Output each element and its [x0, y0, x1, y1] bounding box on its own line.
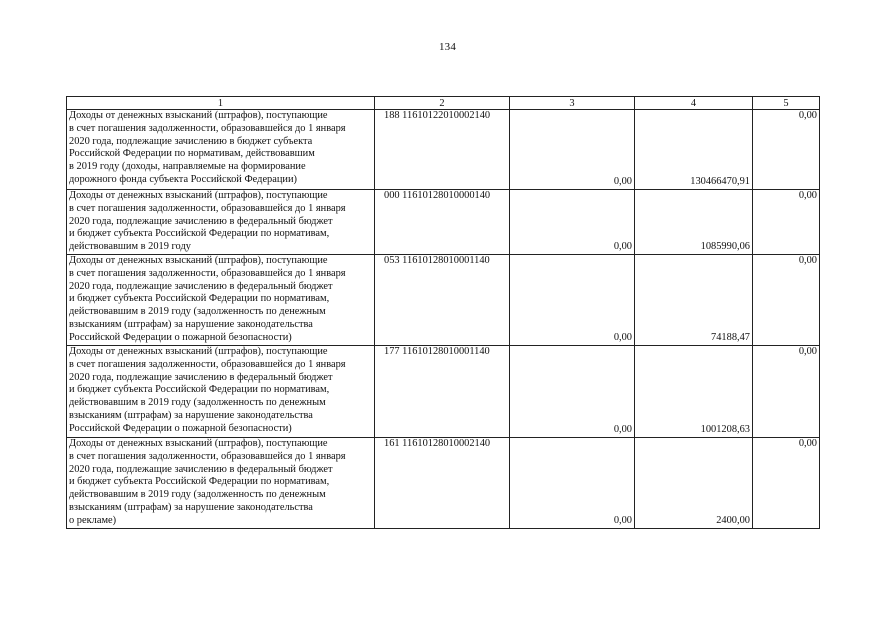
table-row — [67, 190, 820, 255]
column-number-3: 3 — [510, 97, 635, 110]
revenue-description: Доходы от денежных взысканий (штрафов), поступающие в счет погашения задолженности, образовавшейся до 1 января 2020 года, подлежащие зачислению в бюджет субъекта Российской Федерации по нормативам, действовавшим в 2019 году (доходы, направляемые на формирование дорожного фонда субъекта Российской Федерации) — [67, 110, 375, 190]
column-5-value: 0,00 — [753, 110, 820, 190]
column-3-value: 0,00 — [510, 438, 635, 529]
table-header-row — [67, 97, 820, 110]
table-row — [67, 255, 820, 346]
column-4-value: 130466470,91 — [635, 110, 753, 190]
column-3-value: 0,00 — [510, 110, 635, 190]
table-row — [67, 346, 820, 438]
column-number-1: 1 — [67, 97, 375, 110]
budget-classification-code: 188 11610122010002140 — [375, 110, 510, 190]
budget-revenue-table — [66, 96, 820, 529]
budget-classification-code: 177 11610128010001140 — [375, 346, 510, 438]
revenue-description: Доходы от денежных взысканий (штрафов), поступающие в счет погашения задолженности, образовавшейся до 1 января 2020 года, подлежащие зачислению в федеральный бюджет и бюджет субъекта Российской Федерации по нормативам, действовавшим в 2019 году (задолженность по денежным взысканиям (штрафам) за нарушение законодательства о рекламе) — [67, 438, 375, 529]
column-5-value: 0,00 — [753, 255, 820, 346]
budget-classification-code: 161 11610128010002140 — [375, 438, 510, 529]
budget-classification-code: 053 11610128010001140 — [375, 255, 510, 346]
column-4-value: 2400,00 — [635, 438, 753, 529]
revenue-description: Доходы от денежных взысканий (штрафов), поступающие в счет погашения задолженности, образовавшейся до 1 января 2020 года, подлежащие зачислению в федеральный бюджет и бюджет субъекта Российской Федерации по нормативам, действовавшим в 2019 году (задолженность по денежным взысканиям (штрафам) за нарушение законодательства Российской Федерации о пожарной безопасности) — [67, 255, 375, 346]
column-5-value: 0,00 — [753, 346, 820, 438]
table-row — [67, 438, 820, 529]
revenue-description: Доходы от денежных взысканий (штрафов), поступающие в счет погашения задолженности, образовавшейся до 1 января 2020 года, подлежащие зачислению в федеральный бюджет и бюджет субъекта Российской Федерации по нормативам, действовавшим в 2019 году (задолженность по денежным взысканиям (штрафам) за нарушение законодательства Российской Федерации о пожарной безопасности) — [67, 346, 375, 438]
table-row — [67, 110, 820, 190]
column-5-value: 0,00 — [753, 438, 820, 529]
column-3-value: 0,00 — [510, 255, 635, 346]
column-number-5: 5 — [753, 97, 820, 110]
column-3-value: 0,00 — [510, 346, 635, 438]
revenue-description: Доходы от денежных взысканий (штрафов), поступающие в счет погашения задолженности, образовавшейся до 1 января 2020 года, подлежащие зачислению в федеральный бюджет и бюджет субъекта Российской Федерации по нормативам, действовавшим в 2019 году — [67, 190, 375, 255]
column-number-2: 2 — [375, 97, 510, 110]
column-number-4: 4 — [635, 97, 753, 110]
column-4-value: 1085990,06 — [635, 190, 753, 255]
column-5-value: 0,00 — [753, 190, 820, 255]
budget-classification-code: 000 11610128010000140 — [375, 190, 510, 255]
page-number: 134 — [438, 41, 457, 53]
column-4-value: 1001208,63 — [635, 346, 753, 438]
column-3-value: 0,00 — [510, 190, 635, 255]
column-4-value: 74188,47 — [635, 255, 753, 346]
